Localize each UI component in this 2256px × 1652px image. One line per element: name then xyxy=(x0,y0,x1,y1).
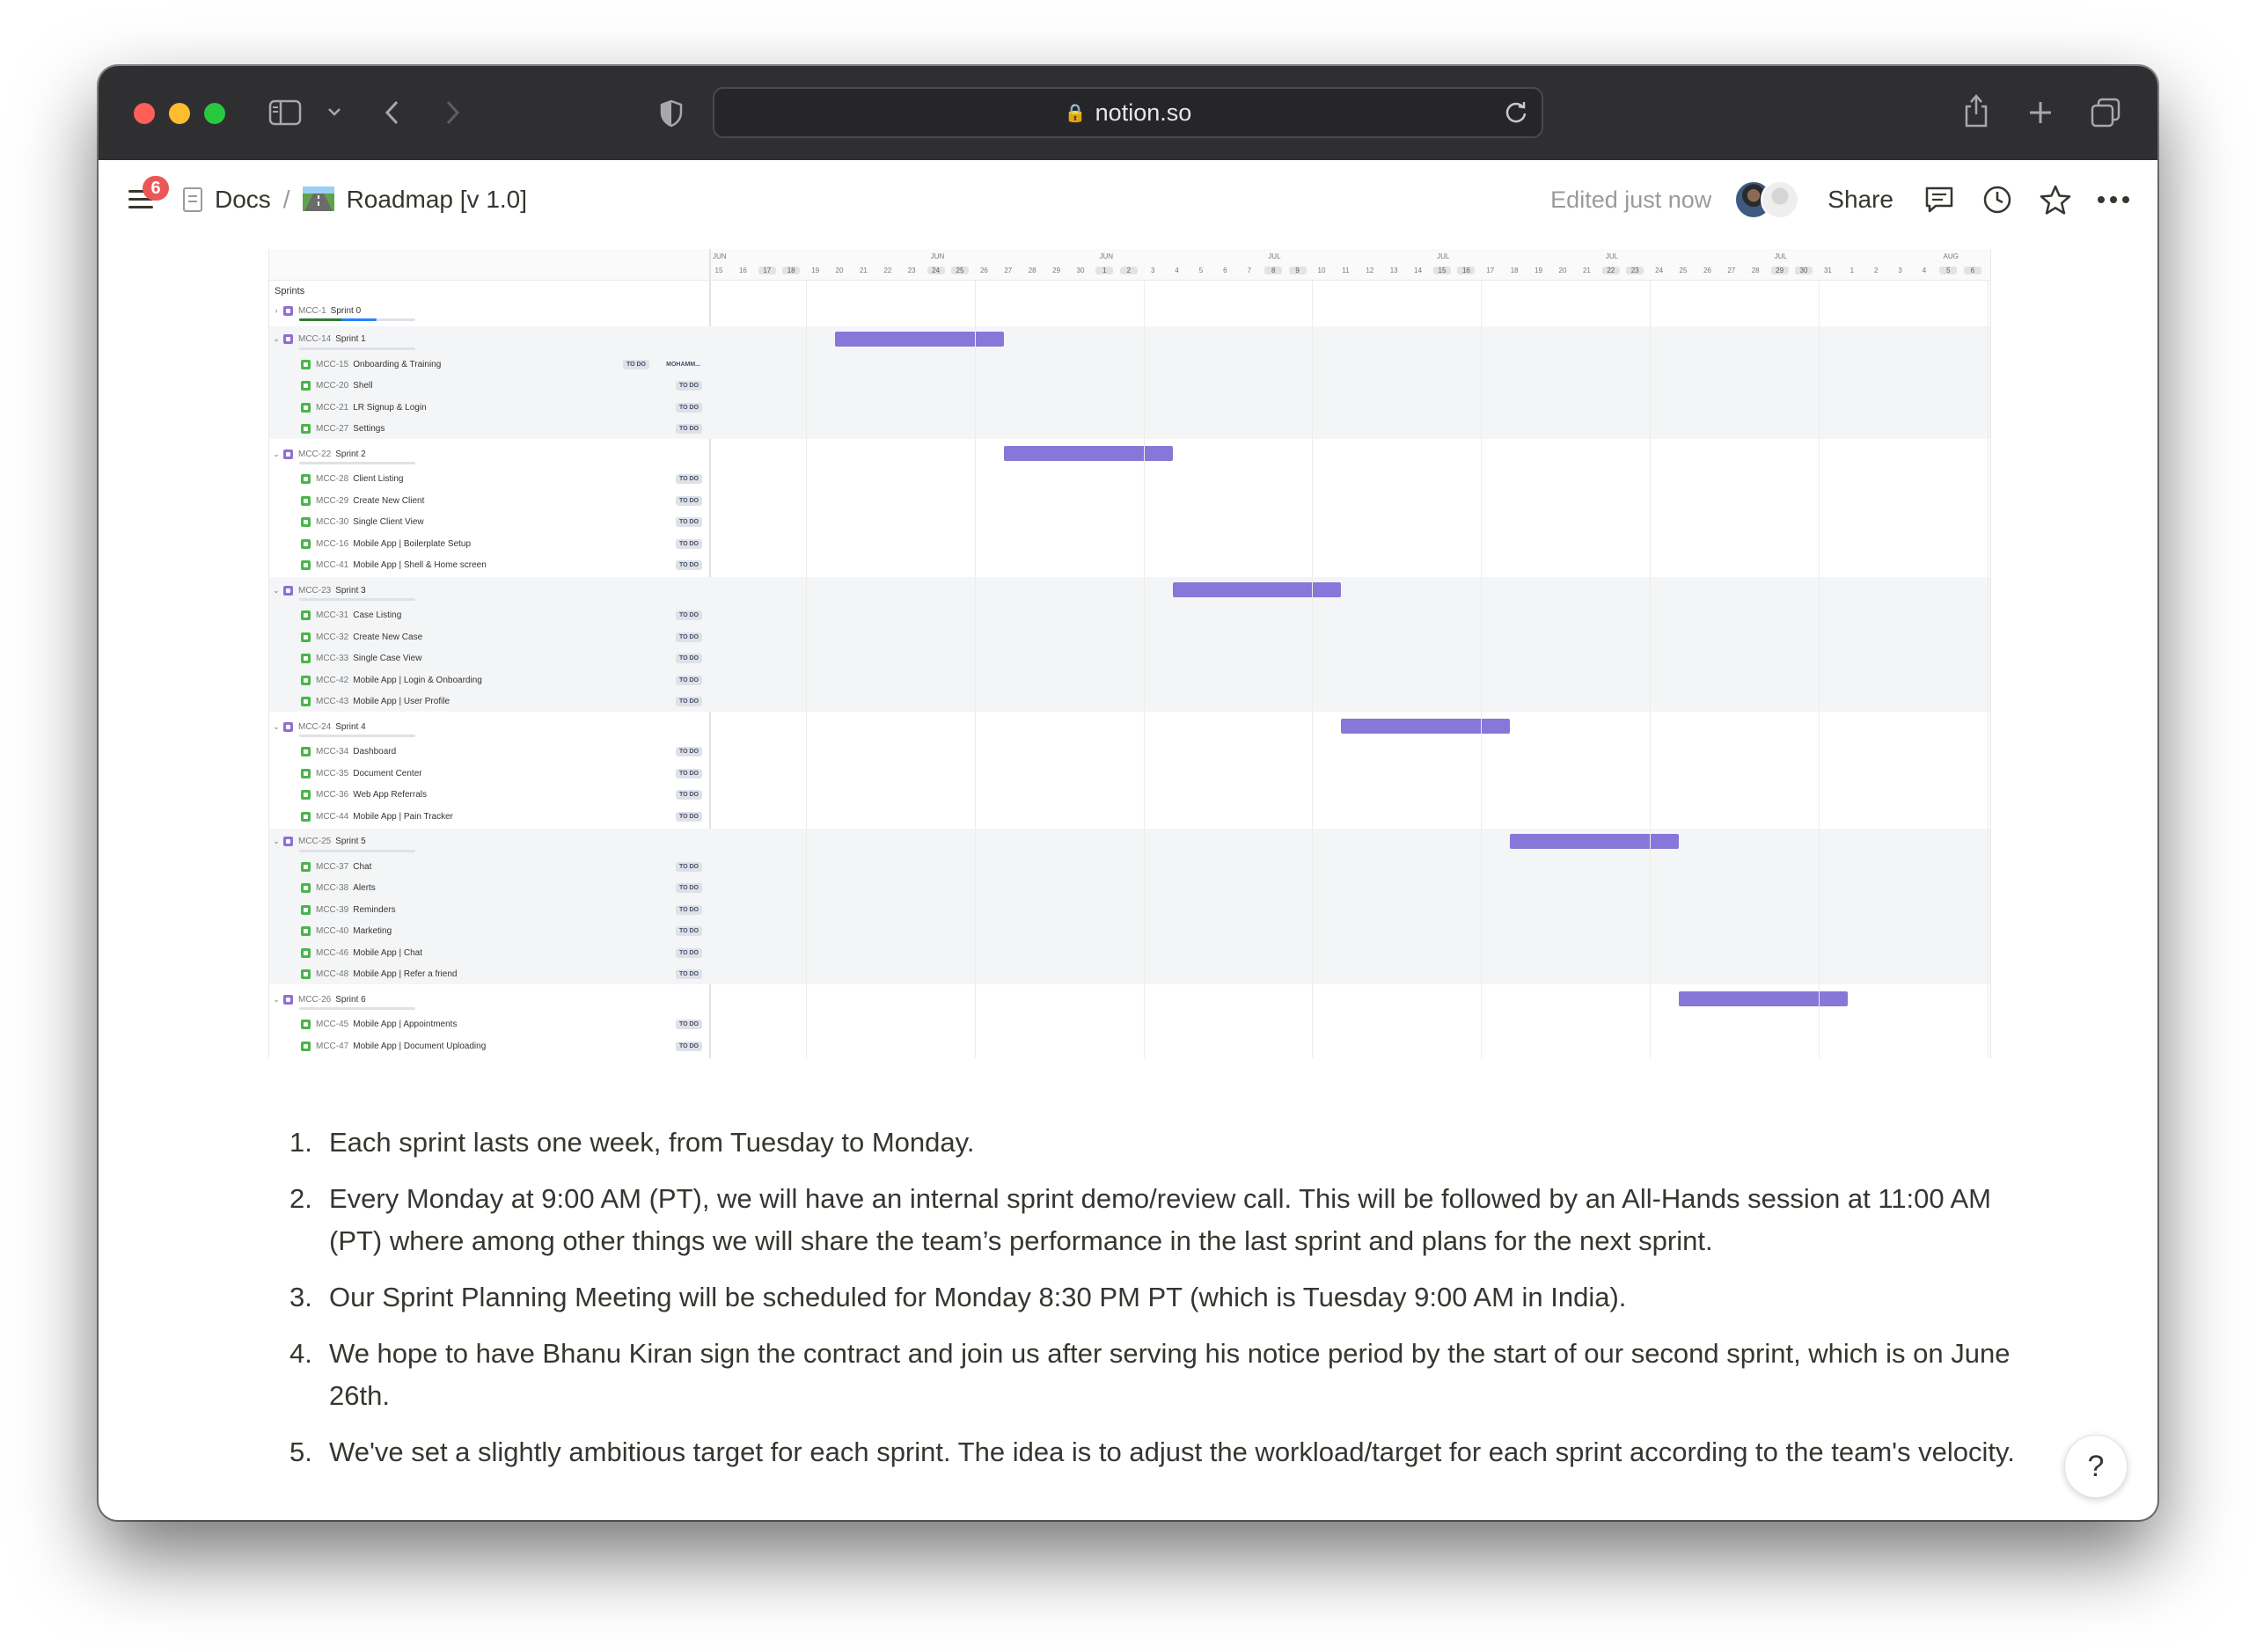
story-icon xyxy=(301,948,311,958)
issue-key: MCC-44 xyxy=(316,811,349,822)
more-options-icon[interactable] xyxy=(2096,182,2131,217)
month-label: JUN xyxy=(713,252,727,260)
week-gridline xyxy=(1312,281,1313,1058)
story-icon xyxy=(301,905,311,915)
issue-name[interactable]: Marketing xyxy=(353,926,392,936)
issue-key: MCC-29 xyxy=(316,495,349,506)
day-label: 27 xyxy=(1727,267,1736,274)
issue-name[interactable]: Mobile App | Chat xyxy=(353,947,422,958)
page-title[interactable]: Roadmap [v 1.0] xyxy=(346,186,528,213)
tab-overview-icon[interactable] xyxy=(2089,96,2122,129)
issue-key: MCC-33 xyxy=(316,654,349,663)
chevron-down-icon[interactable]: ⌄ xyxy=(273,585,280,595)
day-label: 19 xyxy=(1535,267,1543,274)
day-label: 11 xyxy=(1342,267,1350,274)
sidebar-menu-button[interactable] xyxy=(125,179,164,218)
chevron-down-icon[interactable]: ⌄ xyxy=(273,994,280,1004)
sprint-bar[interactable] xyxy=(1510,834,1679,849)
chevron-down-icon[interactable]: ⌄ xyxy=(273,721,280,731)
issue-key: MCC-37 xyxy=(316,861,349,872)
chevron-down-icon[interactable]: ⌄ xyxy=(273,449,280,458)
issue-row[interactable] xyxy=(269,490,711,511)
day-label: 4 xyxy=(1922,267,1927,274)
story-icon xyxy=(301,496,311,506)
issue-key: MCC-20 xyxy=(316,381,349,391)
status-badge[interactable]: TO DO xyxy=(676,403,702,413)
issue-name[interactable]: Chat xyxy=(353,861,372,872)
forward-icon[interactable] xyxy=(440,98,466,128)
issue-row[interactable] xyxy=(269,1035,711,1056)
day-label: 17 xyxy=(758,267,776,274)
notion-topbar xyxy=(99,160,2157,239)
issue-row[interactable] xyxy=(269,626,711,647)
month-label: JUN xyxy=(930,252,945,260)
sprint-progress-bar xyxy=(299,347,415,350)
day-label: 12 xyxy=(1366,267,1374,274)
issue-name[interactable]: Single Client View xyxy=(353,517,424,527)
issue-row[interactable] xyxy=(269,555,711,576)
sidebar-toggle-icon[interactable] xyxy=(267,98,303,128)
sprint-row[interactable] xyxy=(269,831,711,852)
day-label: 5 xyxy=(1939,267,1957,274)
status-badge[interactable]: TO DO xyxy=(676,632,702,642)
chevron-down-icon[interactable]: ⌄ xyxy=(273,837,280,845)
chevron-right-icon[interactable]: › xyxy=(275,306,278,315)
issue-key: MCC-28 xyxy=(316,474,349,484)
issue-row[interactable] xyxy=(269,512,711,533)
issue-key: MCC-24 xyxy=(298,721,332,732)
status-badge[interactable]: TO DO xyxy=(676,697,702,706)
day-label: 21 xyxy=(1582,267,1591,274)
issue-row[interactable] xyxy=(269,648,711,669)
issue-row[interactable] xyxy=(269,376,711,397)
notification-badge: 6 xyxy=(143,176,169,201)
issue-key: MCC-41 xyxy=(316,560,349,570)
avatar[interactable] xyxy=(1761,180,1799,219)
month-label: JUL xyxy=(1605,252,1619,260)
notes-list xyxy=(275,1122,2017,1488)
month-label: JUL xyxy=(1268,252,1281,260)
week-gridline xyxy=(975,281,976,1058)
story-icon xyxy=(301,883,311,893)
list-item-text: Our Sprint Planning Meeting will be scheduled for Monday 8:30 PM PT (which is Tuesday 9:00 AM in India). xyxy=(329,1282,1627,1312)
chevron-down-icon[interactable]: ⌄ xyxy=(273,334,280,343)
issue-name[interactable]: Single Case View xyxy=(353,654,422,663)
issue-name[interactable]: Shell xyxy=(353,381,373,391)
week-gridline xyxy=(1819,281,1820,1058)
issue-row[interactable] xyxy=(269,533,711,554)
list-number: 3. xyxy=(289,1282,312,1312)
story-icon xyxy=(301,610,311,620)
sprint-bar[interactable] xyxy=(1173,582,1342,597)
week-gridline xyxy=(1988,281,1989,1058)
back-icon[interactable] xyxy=(378,98,405,128)
list-item[interactable] xyxy=(275,1122,2017,1164)
issue-key: MCC-38 xyxy=(316,883,349,893)
day-label: 29 xyxy=(1052,267,1061,274)
issue-key: MCC-43 xyxy=(316,697,349,706)
story-icon xyxy=(301,360,311,369)
lock-icon: 🔒 xyxy=(1064,103,1087,123)
issue-key: MCC-21 xyxy=(316,402,349,413)
issue-key: MCC-30 xyxy=(316,517,349,527)
day-label: 23 xyxy=(907,267,916,274)
issue-row[interactable] xyxy=(269,419,711,440)
list-item-text: Each sprint lasts one week, from Tuesday to Monday. xyxy=(329,1127,975,1158)
day-label: 28 xyxy=(1028,267,1036,274)
issue-row[interactable] xyxy=(269,806,711,827)
issue-key: MCC-31 xyxy=(316,610,349,620)
status-badge[interactable]: TO DO xyxy=(676,905,702,915)
sprint-row[interactable] xyxy=(269,329,711,350)
story-icon xyxy=(301,676,311,685)
status-badge[interactable]: TO DO xyxy=(676,926,702,936)
issue-key: MCC-46 xyxy=(316,947,349,958)
story-icon xyxy=(301,790,311,800)
day-label: 18 xyxy=(782,267,800,274)
story-icon xyxy=(301,654,311,663)
day-label: 26 xyxy=(979,267,988,274)
list-number: 5. xyxy=(289,1436,312,1467)
issue-key: MCC-32 xyxy=(316,632,349,642)
story-icon xyxy=(301,1042,311,1051)
status-badge[interactable]: TO DO xyxy=(676,1042,702,1051)
story-icon xyxy=(301,926,311,936)
issue-key: MCC-27 xyxy=(316,424,349,434)
story-icon xyxy=(301,381,311,391)
issue-row[interactable] xyxy=(269,899,711,920)
issue-name[interactable]: Case Listing xyxy=(353,610,402,620)
status-badge[interactable]: TO DO xyxy=(676,790,702,800)
day-label: 4 xyxy=(1175,267,1179,274)
day-label: 2 xyxy=(1873,267,1879,274)
day-label: 3 xyxy=(1150,267,1155,274)
favorite-star-icon[interactable] xyxy=(2038,182,2073,217)
status-badge[interactable]: TO DO xyxy=(676,948,702,958)
day-label: 6 xyxy=(1223,267,1227,274)
week-gridline xyxy=(1481,281,1482,1058)
sprint-name[interactable]: Sprint 2 xyxy=(335,449,366,459)
share-button[interactable]: Share xyxy=(1828,186,1893,213)
issue-key: MCC-40 xyxy=(316,926,349,936)
issue-row[interactable] xyxy=(269,742,711,763)
issue-name[interactable]: Mobile App | Login & Onboarding xyxy=(353,675,482,685)
status-badge[interactable]: TO DO xyxy=(676,474,702,484)
sprint-progress-bar xyxy=(299,735,415,737)
list-number: 2. xyxy=(289,1183,312,1214)
issue-name[interactable]: Dashboard xyxy=(353,747,397,757)
issue-name[interactable]: Create New Case xyxy=(353,632,423,642)
day-label: 15 xyxy=(1433,267,1451,274)
day-label: 10 xyxy=(1317,267,1326,274)
issue-name[interactable]: Mobile App | Appointments xyxy=(353,1020,458,1029)
sprint-name[interactable]: Sprint 4 xyxy=(335,721,366,732)
issue-row[interactable] xyxy=(269,354,711,375)
issue-row[interactable] xyxy=(269,605,711,626)
story-icon xyxy=(301,1020,311,1029)
list-number: 4. xyxy=(289,1338,312,1369)
story-icon xyxy=(301,560,311,570)
issue-key: MCC-23 xyxy=(298,585,332,596)
list-item[interactable] xyxy=(275,1178,2017,1262)
day-label: 30 xyxy=(1076,267,1085,274)
issue-key: MCC-42 xyxy=(316,675,349,685)
issue-key: MCC-22 xyxy=(298,449,332,459)
day-label: 7 xyxy=(1247,267,1252,274)
browser-window xyxy=(99,66,2157,1520)
issue-name[interactable]: Mobile App | Pain Tracker xyxy=(353,811,453,822)
status-badge[interactable]: TO DO xyxy=(676,381,702,391)
issue-key: MCC-25 xyxy=(298,837,332,846)
day-label: 14 xyxy=(1414,267,1423,274)
updates-clock-icon[interactable] xyxy=(1980,182,2015,217)
sprint-progress-bar xyxy=(299,850,415,852)
issue-name[interactable]: LR Signup & Login xyxy=(353,402,427,413)
issue-key: MCC-47 xyxy=(316,1041,349,1051)
breadcrumb xyxy=(183,160,527,239)
story-icon xyxy=(301,403,311,413)
status-badge[interactable]: TO DO xyxy=(676,1020,702,1029)
day-label: 1 xyxy=(1095,267,1113,274)
issue-key: MCC-1 xyxy=(298,305,326,316)
day-label: 2 xyxy=(1120,267,1138,274)
day-label: 15 xyxy=(714,267,723,274)
issue-name[interactable]: Onboarding & Training xyxy=(353,359,442,369)
issue-name[interactable]: Mobile App | Refer a friend xyxy=(353,969,458,979)
status-badge[interactable]: TO DO xyxy=(676,539,702,549)
story-icon xyxy=(301,862,311,872)
issue-key: MCC-34 xyxy=(316,747,349,757)
issue-row[interactable] xyxy=(269,785,711,806)
maximize-window-button[interactable] xyxy=(204,103,225,124)
collaborator-avatars[interactable] xyxy=(1734,180,1799,219)
list-item-text: We've set a slightly ambitious target for each sprint. The idea is to adjust the workload/target for each sprint according to the team's velocity. xyxy=(329,1436,2015,1467)
issue-row[interactable] xyxy=(269,878,711,899)
epic-icon xyxy=(283,450,293,459)
day-label: 3 xyxy=(1898,267,1902,274)
day-label: 20 xyxy=(1558,267,1567,274)
topbar-actions xyxy=(1550,160,2131,239)
sprint-name[interactable]: Sprint 0 xyxy=(330,305,362,316)
month-label: JUL xyxy=(1437,252,1450,260)
assignee-label[interactable]: MOHAMM... xyxy=(666,361,700,368)
status-badge[interactable]: TO DO xyxy=(676,560,702,570)
sprint-bar[interactable] xyxy=(1341,719,1510,734)
epic-icon xyxy=(283,306,293,316)
story-icon xyxy=(301,632,311,642)
breadcrumb-docs[interactable]: Docs xyxy=(215,186,271,213)
day-label: 17 xyxy=(1486,267,1495,274)
sprint-name[interactable]: Sprint 1 xyxy=(335,334,366,344)
issue-name[interactable]: Web App Referrals xyxy=(353,790,427,800)
sprint-progress-bar xyxy=(299,1007,415,1010)
issue-name[interactable]: Mobile App | Document Uploading xyxy=(353,1041,487,1051)
address-bar[interactable] xyxy=(713,87,1543,138)
privacy-shield-icon[interactable] xyxy=(656,98,686,129)
issue-row[interactable] xyxy=(269,763,711,784)
issue-key: MCC-15 xyxy=(316,359,349,369)
share-page-icon[interactable] xyxy=(1960,92,1992,129)
issue-key: MCC-26 xyxy=(298,994,332,1005)
epic-icon xyxy=(283,995,293,1005)
issue-name[interactable]: Create New Client xyxy=(353,495,425,506)
day-label: 1 xyxy=(1849,267,1855,274)
day-label: 13 xyxy=(1389,267,1398,274)
day-label: 23 xyxy=(1626,267,1644,274)
story-icon xyxy=(301,812,311,822)
issue-key: MCC-39 xyxy=(316,904,349,915)
issue-name[interactable]: Settings xyxy=(353,424,385,434)
issue-row[interactable] xyxy=(269,964,711,985)
issue-row[interactable] xyxy=(269,921,711,942)
comments-icon[interactable] xyxy=(1922,182,1957,217)
day-label: 31 xyxy=(1823,267,1832,274)
issue-row[interactable] xyxy=(269,469,711,490)
sprint-bar[interactable] xyxy=(835,332,1004,347)
sprint-progress-bar xyxy=(299,318,415,321)
epic-icon xyxy=(283,837,293,846)
day-label: 9 xyxy=(1289,267,1307,274)
day-label: 28 xyxy=(1751,267,1760,274)
day-label: 19 xyxy=(811,267,820,274)
status-badge[interactable]: TO DO xyxy=(676,610,702,620)
status-badge[interactable]: TO DO xyxy=(676,424,702,434)
help-button[interactable]: ? xyxy=(2064,1435,2128,1498)
status-badge[interactable]: TO DO xyxy=(676,654,702,663)
issue-key: MCC-35 xyxy=(316,768,349,778)
day-label: 20 xyxy=(835,267,844,274)
status-badge[interactable]: TO DO xyxy=(676,769,702,778)
reload-icon[interactable] xyxy=(1505,99,1527,130)
story-icon xyxy=(301,539,311,549)
list-item-text: We hope to have Bhanu Kiran sign the contract and join us after serving his notice period by the start of our second sprint, which is on June 26th. xyxy=(329,1338,2011,1411)
issue-key: MCC-16 xyxy=(316,538,349,549)
issue-name[interactable]: Document Center xyxy=(353,768,422,778)
day-label: 16 xyxy=(738,267,747,274)
story-icon xyxy=(301,969,311,979)
issue-key: MCC-36 xyxy=(316,790,349,800)
week-gridline xyxy=(1144,281,1145,1058)
status-badge[interactable]: TO DO xyxy=(623,360,649,369)
list-number: 1. xyxy=(289,1127,312,1158)
day-label: 6 xyxy=(1964,267,1981,274)
status-badge[interactable]: TO DO xyxy=(676,883,702,893)
epic-icon xyxy=(283,722,293,732)
status-badge[interactable]: TO DO xyxy=(676,676,702,685)
sprint-name[interactable]: Sprint 3 xyxy=(335,585,366,596)
sprint-name[interactable]: Sprint 6 xyxy=(335,994,366,1005)
day-label: 25 xyxy=(951,267,969,274)
list-item[interactable] xyxy=(275,1276,2017,1319)
issue-key: MCC-45 xyxy=(316,1020,349,1029)
url-text: notion.so xyxy=(1095,99,1192,126)
day-label: 24 xyxy=(927,267,945,274)
list-item-text: Every Monday at 9:00 AM (PT), we will have an internal sprint demo/review call. This will be followed by an All-Hands session at 11:00 AM (PT) where among other things we will share the team’s performance in the last sprint and plans for the next sprint. xyxy=(329,1183,1992,1256)
issue-row[interactable] xyxy=(269,397,711,418)
browser-toolbar xyxy=(99,66,2157,160)
new-tab-icon[interactable] xyxy=(2025,98,2055,128)
story-icon xyxy=(301,769,311,778)
day-label: 25 xyxy=(1679,267,1688,274)
month-label: AUG xyxy=(1943,252,1959,260)
month-label: JUL xyxy=(1774,252,1787,260)
issue-row[interactable] xyxy=(269,1014,711,1035)
issue-row[interactable] xyxy=(269,691,711,713)
close-window-button[interactable] xyxy=(134,103,155,124)
progress-fill xyxy=(299,318,377,321)
day-label: 5 xyxy=(1198,267,1204,274)
issue-name[interactable]: Alerts xyxy=(353,883,376,893)
status-badge[interactable]: TO DO xyxy=(676,747,702,757)
minimize-window-button[interactable] xyxy=(169,103,190,124)
day-label: 26 xyxy=(1703,267,1711,274)
epic-icon xyxy=(283,334,293,344)
day-label: 8 xyxy=(1264,267,1282,274)
sprint-name[interactable]: Sprint 5 xyxy=(335,837,366,846)
roadmap-timeline xyxy=(268,249,1991,1058)
day-label: 22 xyxy=(1602,267,1620,274)
sprints-column-header: Sprints xyxy=(275,286,305,296)
day-label: 16 xyxy=(1457,267,1475,274)
story-icon xyxy=(301,747,311,757)
status-badge[interactable]: TO DO xyxy=(676,862,702,872)
edited-status: Edited just now xyxy=(1550,186,1712,213)
week-gridline xyxy=(1650,281,1651,1058)
list-item[interactable] xyxy=(275,1333,2017,1417)
issue-row[interactable] xyxy=(269,942,711,963)
issue-key: MCC-48 xyxy=(316,969,349,979)
epic-icon xyxy=(283,586,293,596)
story-icon xyxy=(301,424,311,434)
issue-key: MCC-14 xyxy=(298,334,332,344)
list-item[interactable] xyxy=(275,1431,2017,1473)
issue-name[interactable]: Client Listing xyxy=(353,474,404,484)
issue-row[interactable] xyxy=(269,669,711,691)
issue-name[interactable]: Mobile App | Boilerplate Setup xyxy=(353,538,472,549)
day-label: 27 xyxy=(1004,267,1013,274)
sprint-progress-bar xyxy=(299,598,415,601)
issue-row[interactable] xyxy=(269,856,711,877)
issue-name[interactable]: Mobile App | Shell & Home screen xyxy=(353,560,487,570)
story-icon xyxy=(301,517,311,527)
day-label: 21 xyxy=(859,267,868,274)
sprint-bar[interactable] xyxy=(1679,991,1848,1006)
month-label: JUN xyxy=(1099,252,1114,260)
status-badge[interactable]: TO DO xyxy=(676,496,702,506)
status-badge[interactable]: TO DO xyxy=(676,969,702,979)
week-gridline xyxy=(806,281,807,1058)
breadcrumb-separator: / xyxy=(282,186,290,213)
road-emoji-icon xyxy=(303,186,334,213)
page-icon xyxy=(183,187,202,212)
day-label: 24 xyxy=(1655,267,1664,274)
day-label: 18 xyxy=(1510,267,1519,274)
status-badge[interactable]: TO DO xyxy=(676,812,702,822)
day-label: 29 xyxy=(1771,267,1789,274)
status-badge[interactable]: TO DO xyxy=(676,517,702,527)
day-label: 22 xyxy=(883,267,892,274)
issue-name[interactable]: Reminders xyxy=(353,904,396,915)
issue-name[interactable]: Mobile App | User Profile xyxy=(353,697,450,706)
sprint-progress-bar xyxy=(299,462,415,464)
chevron-down-icon[interactable] xyxy=(326,103,343,121)
story-icon xyxy=(301,697,311,706)
day-label: 30 xyxy=(1795,267,1813,274)
story-icon xyxy=(301,474,311,484)
sprint-bar[interactable] xyxy=(1004,446,1173,461)
